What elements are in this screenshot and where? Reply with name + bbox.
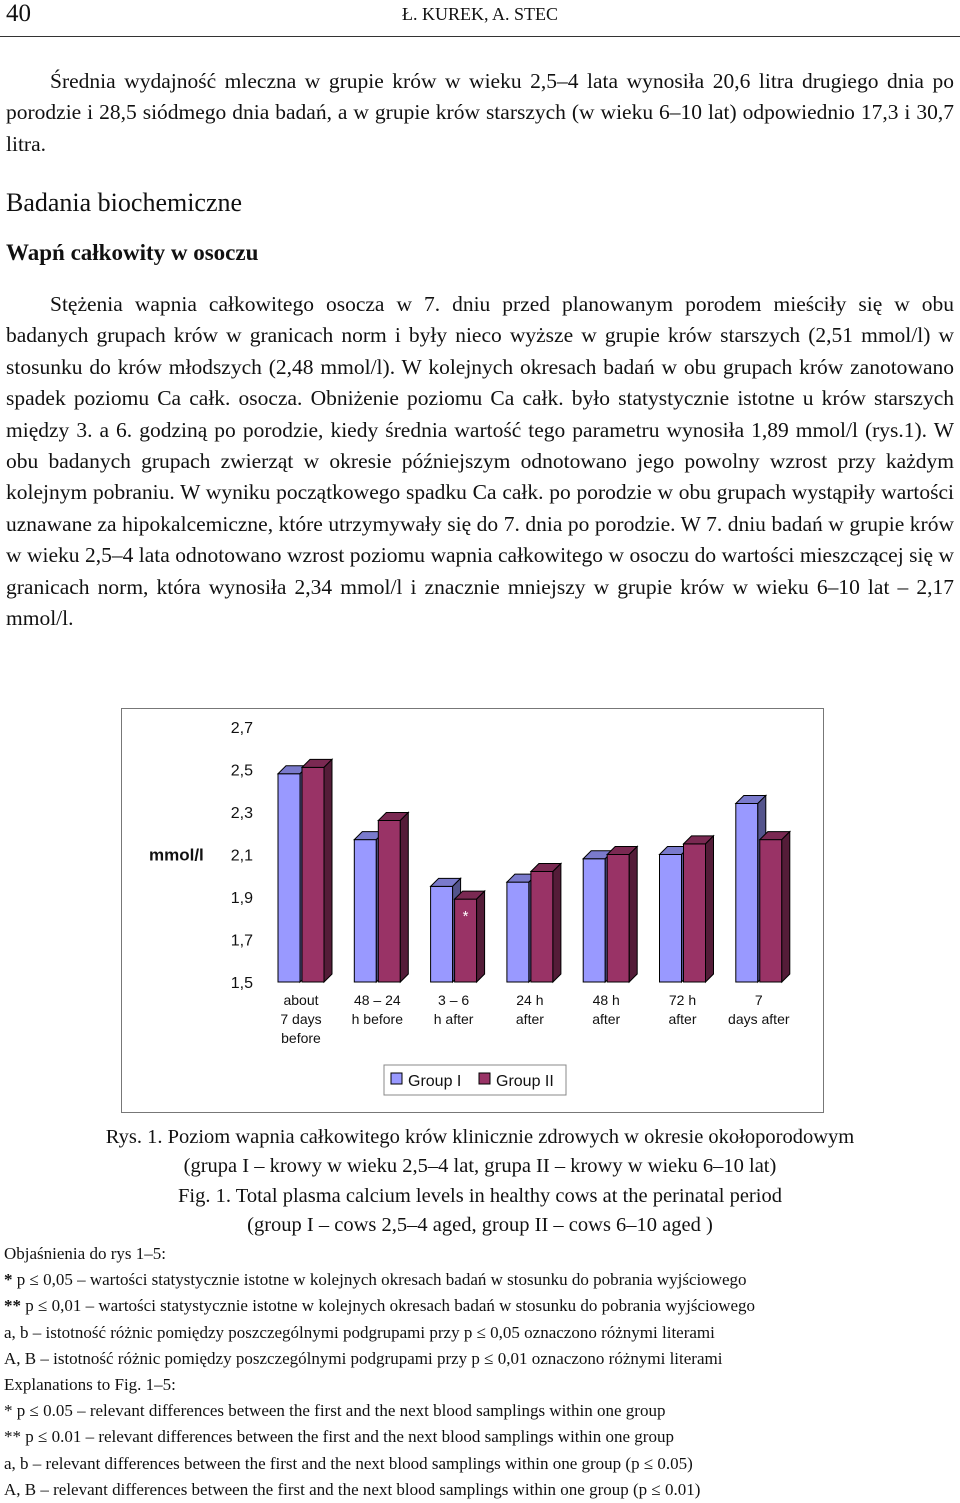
bar-group-ii	[378, 821, 400, 983]
notes-en-2: ** p ≤ 0.01 – relevant differences between the first and the next blood samplings within one group	[4, 1427, 674, 1447]
bar-side-face	[553, 864, 561, 983]
caption-pl-line2: (grupa I – krowy w wieku 2,5–4 lat, grupa II – krowy w wieku 6–10 lat)	[183, 1155, 777, 1177]
section-heading: Badania biochemiczne	[6, 188, 243, 217]
x-tick-label: h after	[433, 1011, 474, 1027]
x-tick-label: days after	[728, 1011, 790, 1027]
x-tick-label: 48 h	[592, 992, 620, 1008]
y-tick-label: 2,3	[230, 805, 253, 822]
x-tick-label: after	[592, 1011, 621, 1027]
notes-pl-2-mark: **	[4, 1296, 21, 1316]
bar-side-face	[706, 836, 714, 982]
legend-swatch	[391, 1073, 402, 1084]
y-axis-label: mmol/l	[149, 845, 204, 865]
notes-pl-1-mark: *	[4, 1270, 13, 1290]
bar-side-face	[400, 813, 408, 983]
bar-group-ii	[684, 844, 706, 982]
y-tick-label: 1,7	[230, 932, 253, 950]
bar-side-face	[782, 832, 790, 982]
notes-pl-2	[4, 1293, 954, 1319]
notes-en-4: A, B – relevant differences between the first and the next blood samplings within one group (p ≤ 0.01)	[4, 1479, 701, 1499]
y-tick-label: 2,1	[230, 847, 253, 865]
bar-group-ii	[760, 840, 782, 982]
x-tick-label: 48 – 24	[353, 992, 401, 1008]
x-tick-label: about	[283, 992, 319, 1008]
legend-swatch	[479, 1073, 490, 1084]
legend-label: Group II	[496, 1073, 554, 1090]
x-tick-label: 7 days	[280, 1011, 322, 1027]
caption-en-line2: (group I – cows 2,5–4 aged, group II – cows 6–10 aged )	[247, 1214, 713, 1236]
bar-side-face	[477, 891, 485, 982]
y-tick-label: 1,5	[230, 975, 253, 992]
running-head: Ł. KUREK, A. STEC	[401, 4, 558, 24]
bar-group-ii	[531, 872, 553, 983]
page-number: 40	[6, 0, 31, 27]
x-tick-label: 24 h	[516, 992, 544, 1008]
significance-marker: *	[462, 908, 469, 926]
calcium-bar-chart	[122, 709, 825, 1114]
caption-en-line1: Fig. 1. Total plasma calcium levels in healthy cows at the perinatal period	[178, 1185, 782, 1207]
header-rule	[0, 36, 960, 37]
y-tick-label: 1,9	[230, 890, 253, 907]
paragraph-milk-yield: Średnia wydajność mleczna w grupie krów w wieku 2,5–4 lata wynosiła 20,6 litra drugiego dnia po porodzie i 28,5 siódmego dnia badań, a w grupie krów starszych (w wieku 6–10 lat) odpowiednio 17,3 i 30,7 litra.	[6, 69, 954, 156]
bar-group-ii	[607, 855, 629, 983]
bar-group-i	[507, 882, 529, 982]
notes-pl-title: Objaśnienia do rys 1–5:	[4, 1244, 166, 1263]
notes-en-title: Explanations to Fig. 1–5:	[4, 1375, 176, 1395]
subsection-heading: Wapń całkowity w osoczu	[6, 240, 259, 265]
y-tick-label: 2,7	[230, 720, 253, 737]
notes-en-1: * p ≤ 0.05 – relevant differences between the first and the next blood samplings within one group	[4, 1401, 666, 1421]
bar-group-ii	[302, 767, 324, 982]
chart-frame	[121, 708, 824, 1113]
page-header	[0, 0, 960, 36]
x-tick-label: 72 h	[668, 992, 697, 1008]
bar-side-face	[629, 847, 637, 983]
explanations	[4, 1241, 954, 1503]
x-tick-label: before	[281, 1030, 321, 1046]
y-tick-label: 2,5	[230, 762, 253, 780]
notes-pl-4: A, B – istotność różnic pomiędzy poszczególnymi podgrupami przy p ≤ 0,01 oznaczono różnymi literami	[4, 1348, 723, 1368]
bar-group-i	[583, 859, 605, 982]
notes-pl-1-text: p ≤ 0,05 – wartości statystycznie istotne w kolejnych okresach badań w stosunku do pobrania wyjściowego	[12, 1270, 747, 1290]
legend-label: Group I	[408, 1073, 462, 1090]
caption-pl-line1: Rys. 1. Poziom wapnia całkowitego krów klinicznie zdrowych w okresie okołoporodowym	[105, 1126, 855, 1148]
bar-group-i	[278, 774, 300, 982]
paragraph-calcium: Stężenia wapnia całkowitego osocza w 7. dniu przed planowanym porodem mieściły się w obu badanych grupach krów w granicach norm i były nieco wyższe w grupie krów starszych (2,51 mmol/l) w stosunku do krów młodszych (2,48 mmol/l). W kolejnych okresach badań w obu grupach krów zanotowano spadek poziomu Ca całk. osocza. Obniżenie poziomu Ca całk. było statystycznie istotne u krów starszych między 3. a 6. godziną po porodzie, kiedy średnia wartość tego parametru wynosiła 1,89 mmol/l (rys.1). W obu badanych grupach zwierząt w okresie późniejszym odnotowano jego powolny wzrost przy każdym kolejnym pobraniu. W wyniku początkowego spadku Ca całk. po porodzie w obu grupach wystąpiły wartości uznawane za hipokalcemiczne, które utrzymywały się do 7. dnia po porodzie. W 7. dniu badań w grupie krów w wieku 2,5–4 lata odnotowano wzrost poziomu wapnia całkowitego w osoczu do wartości mieszczącej się w granicach norm, która wynosiła 2,34 mmol/l i znacznie mniejszy w grupie krów w wieku 6–10 lat – 2,17 mmol/l.	[6, 292, 954, 631]
bar-side-face	[324, 759, 332, 982]
bar-group-i	[736, 804, 758, 983]
notes-pl-3: a, b – istotność różnic pomiędzy poszczególnymi podgrupami przy p ≤ 0,05 oznaczono różnymi literami	[4, 1322, 715, 1342]
x-tick-label: h before	[351, 1011, 403, 1027]
x-tick-label: after	[668, 1011, 697, 1027]
bar-group-i	[354, 840, 376, 982]
notes-en-3: a, b – relevant differences between the first and the next blood samplings within one group (p ≤ 0.05)	[4, 1453, 693, 1473]
x-tick-label: 7	[754, 992, 763, 1008]
bar-group-i	[660, 855, 682, 983]
x-tick-label: after	[515, 1011, 544, 1027]
bar-group-i	[431, 886, 453, 982]
notes-pl-1	[4, 1267, 954, 1293]
notes-pl-2-text: p ≤ 0,01 – wartości statystycznie istotne w kolejnych okresach badań w stosunku do pobrania wyjściowego	[21, 1296, 756, 1316]
x-tick-label: 3 – 6	[438, 992, 470, 1008]
